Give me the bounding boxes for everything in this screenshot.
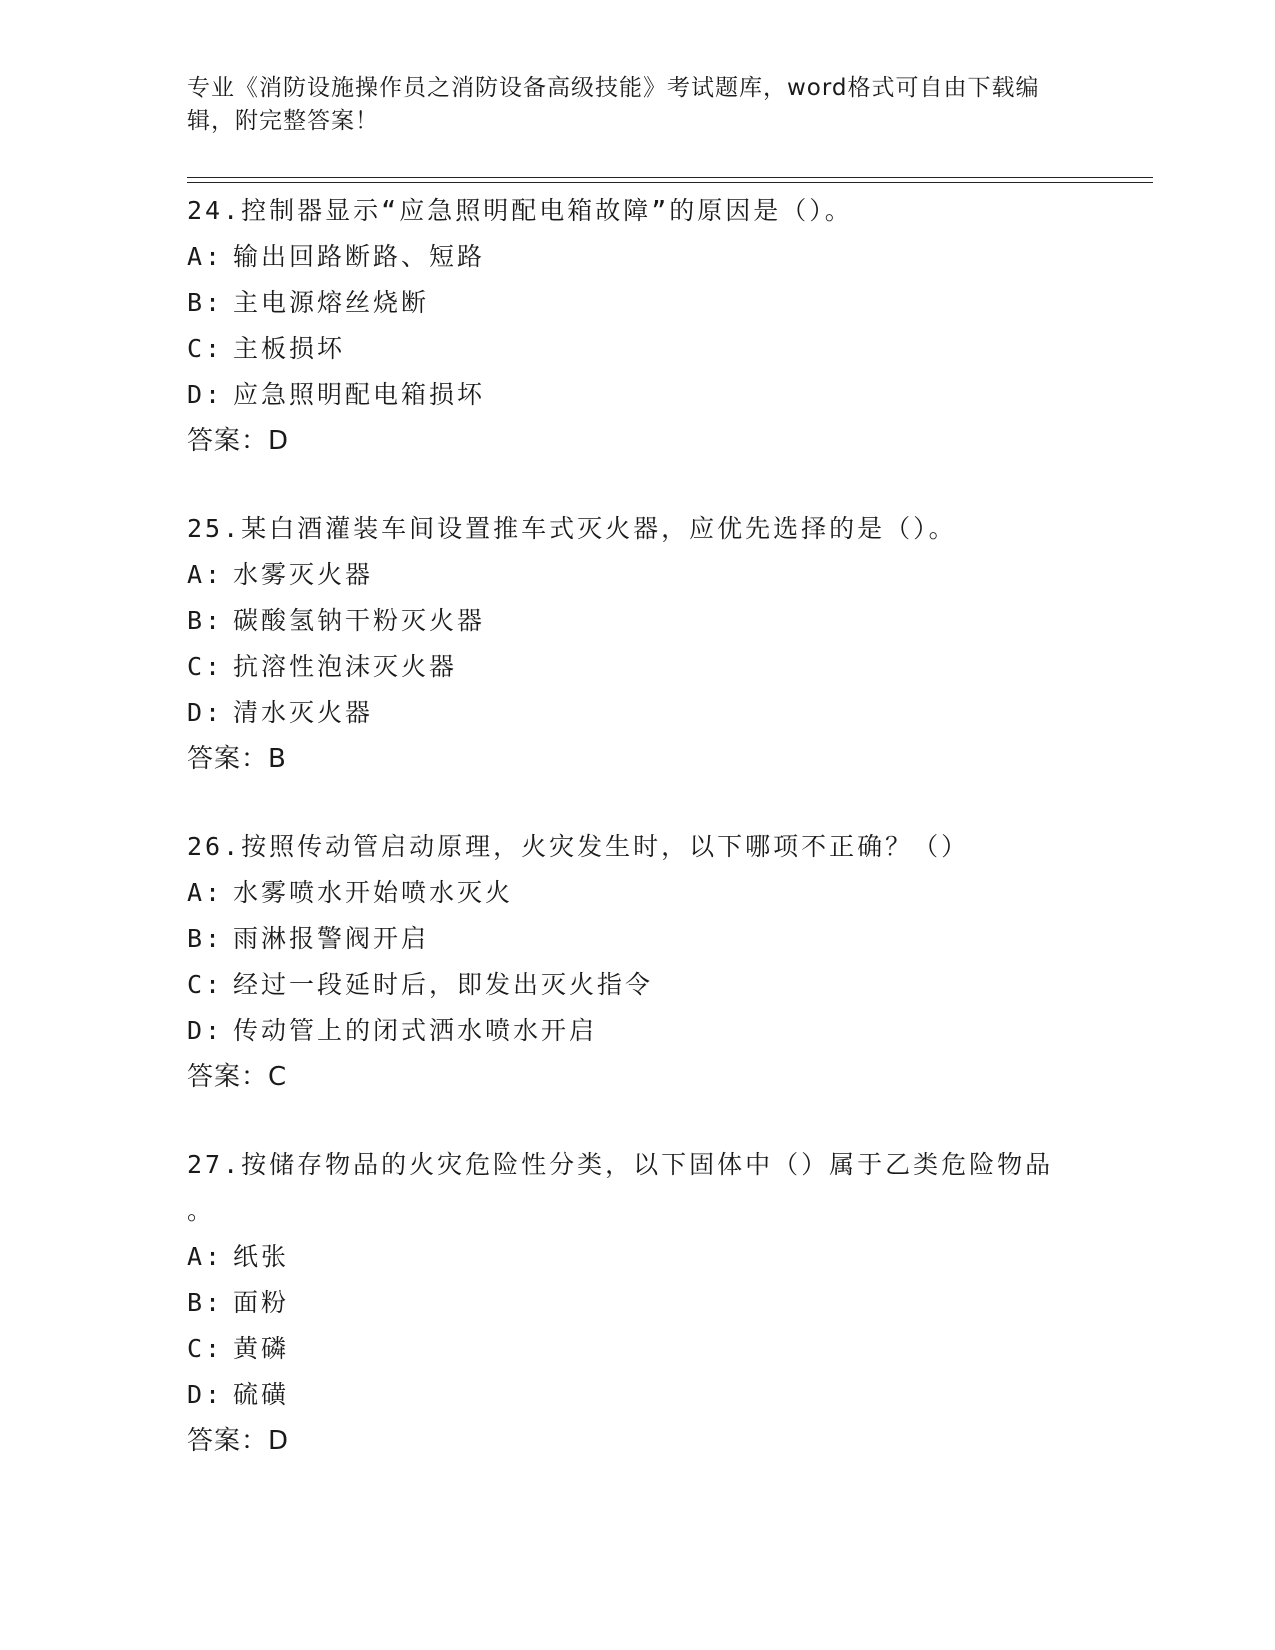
option-text: 主电源熔丝烧断 bbox=[233, 288, 430, 317]
option-a bbox=[187, 870, 1087, 916]
option-key: D: bbox=[187, 1016, 224, 1045]
option-key: B: bbox=[187, 288, 224, 317]
answer-line: 答案：B bbox=[187, 744, 287, 774]
option-text: 经过一段延时后，即发出灭火指令 bbox=[233, 970, 654, 999]
option-text: 清水灭火器 bbox=[233, 698, 374, 727]
option-text: 硫磺 bbox=[233, 1380, 290, 1409]
question-26 bbox=[187, 824, 1087, 1100]
option-key: B: bbox=[187, 606, 224, 635]
option-text: 水雾灭火器 bbox=[233, 560, 374, 589]
option-key: A: bbox=[187, 878, 224, 907]
question-stem: 25.某白酒灌装车间设置推车式灭火器，应优先选择的是（）。 bbox=[187, 514, 957, 543]
option-a bbox=[187, 552, 1087, 598]
header-rule-top bbox=[187, 177, 1153, 178]
option-key: D: bbox=[187, 380, 224, 409]
answer-line: 答案：D bbox=[187, 426, 290, 456]
option-text: 传动管上的闭式洒水喷水开启 bbox=[233, 1016, 598, 1045]
answer-line: 答案：C bbox=[187, 1062, 288, 1092]
option-key: A: bbox=[187, 1242, 224, 1271]
option-key: C: bbox=[187, 1334, 224, 1363]
option-b bbox=[187, 280, 1087, 326]
answer-line: 答案：D bbox=[187, 1426, 290, 1456]
option-text: 雨淋报警阀开启 bbox=[233, 924, 430, 953]
option-b bbox=[187, 916, 1087, 962]
option-text: 纸张 bbox=[233, 1242, 290, 1271]
option-key: D: bbox=[187, 1380, 224, 1409]
option-key: C: bbox=[187, 652, 224, 681]
document-header: 专业《消防设施操作员之消防设备高级技能》考试题库，word格式可自由下载编辑，附完整答案！ bbox=[187, 75, 1040, 134]
option-d bbox=[187, 690, 1087, 736]
option-key: A: bbox=[187, 560, 224, 589]
question-25 bbox=[187, 506, 1087, 782]
option-a bbox=[187, 1234, 1087, 1280]
question-27 bbox=[187, 1142, 1087, 1464]
option-text: 输出回路断路、短路 bbox=[233, 242, 486, 271]
option-text: 碳酸氢钠干粉灭火器 bbox=[233, 606, 486, 635]
option-d bbox=[187, 1372, 1087, 1418]
question-stem: 26.按照传动管启动原理，火灾发生时，以下哪项不正确？（） bbox=[187, 832, 970, 861]
option-text: 黄磷 bbox=[233, 1334, 290, 1363]
option-a bbox=[187, 234, 1087, 280]
option-text: 水雾喷水开始喷水灭火 bbox=[233, 878, 514, 907]
option-text: 主板损坏 bbox=[233, 334, 346, 363]
option-c bbox=[187, 962, 1087, 1008]
option-key: B: bbox=[187, 924, 224, 953]
option-d bbox=[187, 372, 1087, 418]
option-c bbox=[187, 1326, 1087, 1372]
option-c bbox=[187, 326, 1087, 372]
option-c bbox=[187, 644, 1087, 690]
option-b bbox=[187, 598, 1087, 644]
header-rule-bottom bbox=[187, 182, 1153, 183]
option-key: C: bbox=[187, 970, 224, 999]
option-b bbox=[187, 1280, 1087, 1326]
question-stem: 27.按储存物品的火灾危险性分类，以下固体中（）属于乙类危险物品 bbox=[187, 1150, 1054, 1179]
option-text: 应急照明配电箱损坏 bbox=[233, 380, 486, 409]
option-key: A: bbox=[187, 242, 224, 271]
option-key: C: bbox=[187, 334, 224, 363]
option-text: 面粉 bbox=[233, 1288, 290, 1317]
question-24 bbox=[187, 188, 1087, 464]
option-key: B: bbox=[187, 1288, 224, 1317]
option-key: D: bbox=[187, 698, 224, 727]
option-text: 抗溶性泡沫灭火器 bbox=[233, 652, 458, 681]
question-stem: 24.控制器显示“应急照明配电箱故障”的原因是（）。 bbox=[187, 196, 853, 225]
question-stem-continuation: 。 bbox=[187, 1196, 213, 1225]
option-d bbox=[187, 1008, 1087, 1054]
